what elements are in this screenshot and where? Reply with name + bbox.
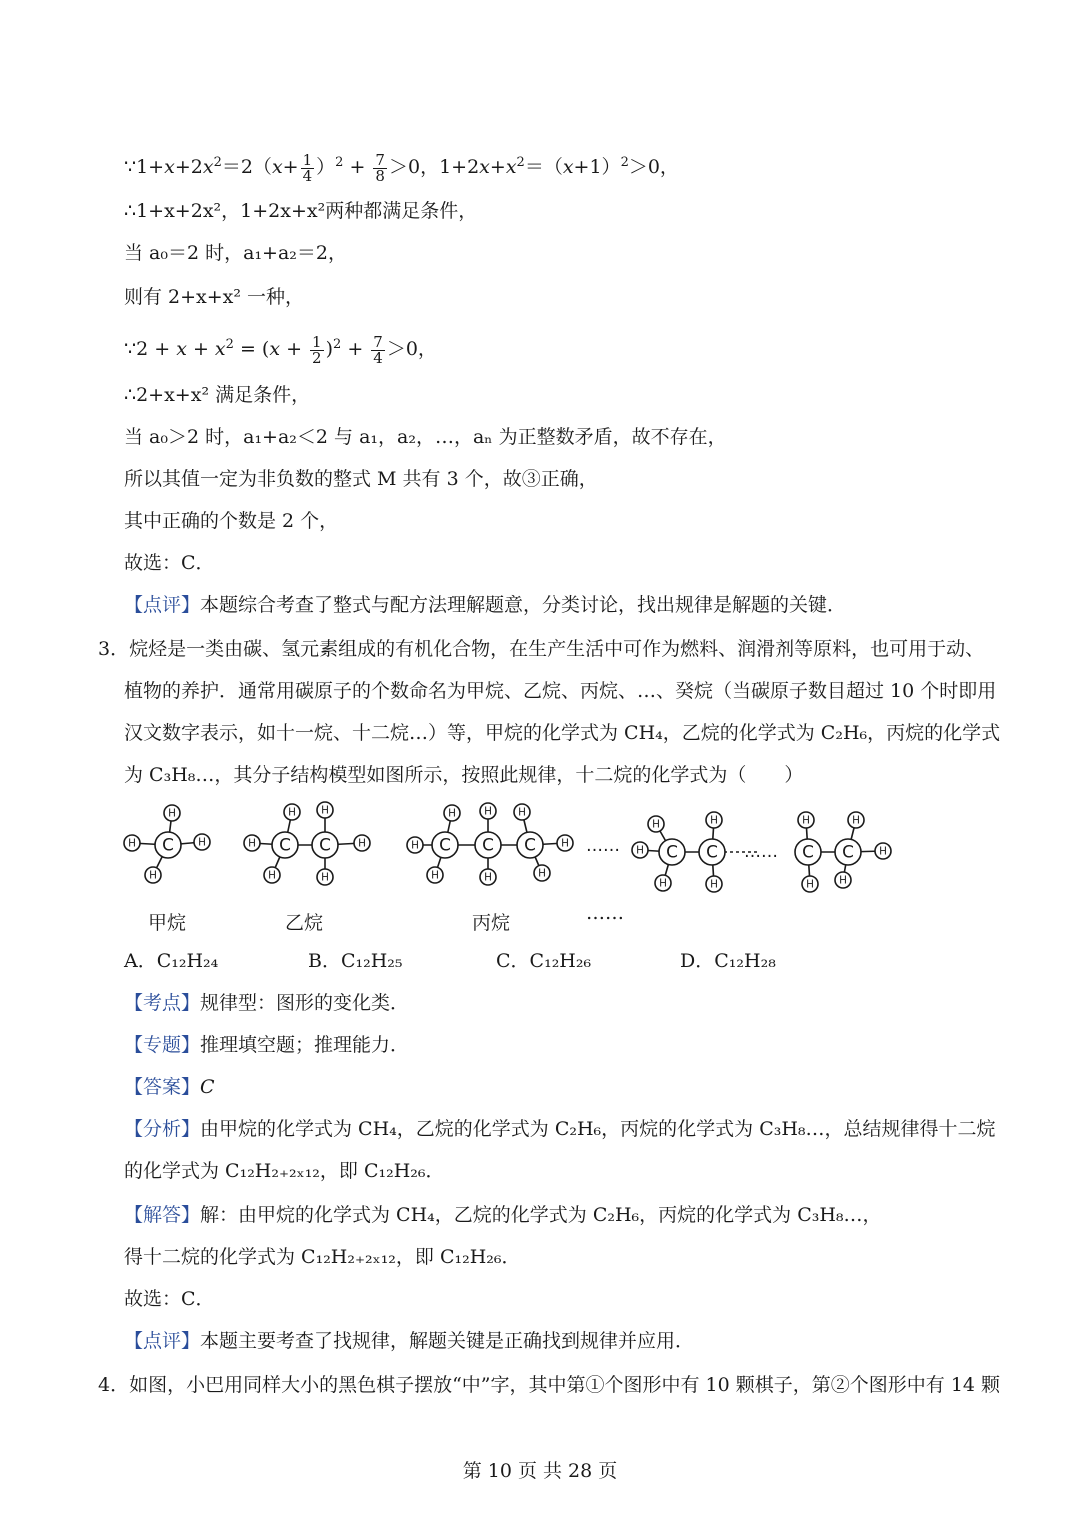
solution-line-8: 所以其值一定为非负数的整式 M 共有 3 个，故③正确， <box>124 468 598 490</box>
option-c: C．C₁₂H₂₆ <box>496 950 592 972</box>
kaodian-line: 【考点】规律型：图形的变化类． <box>124 992 410 1014</box>
svg-text:H: H <box>710 878 718 891</box>
chain-dots-left <box>586 836 620 856</box>
hydrogen-atom <box>244 835 260 851</box>
carbon-atom <box>155 832 181 858</box>
svg-text:C: C <box>162 834 174 855</box>
fraction-seven-quarters: $\frac{7}{4}$ <box>373 332 383 367</box>
svg-text:C: C <box>666 841 678 862</box>
hydrogen-atom <box>514 804 530 820</box>
hydrogen-atom <box>124 835 140 851</box>
fraction-one-half: $\frac{1}{2}$ <box>312 332 322 367</box>
hydrogen-atom <box>632 842 648 858</box>
hydrogen-atom <box>194 834 210 850</box>
hydrogen-atom <box>164 805 180 821</box>
hydrogen-atom <box>427 867 443 883</box>
svg-text:H: H <box>710 814 718 827</box>
svg-text:H: H <box>268 869 276 882</box>
svg-text:H: H <box>149 869 157 882</box>
carbon-atom <box>432 832 458 858</box>
q3-line-4: 为 C₃H₈…，其分子结构模型如图所示，按照此规律，十二烷的化学式为（ ） <box>124 764 804 786</box>
hydrogen-atom <box>354 835 370 851</box>
svg-text:H: H <box>802 814 810 827</box>
svg-text:H: H <box>358 837 366 850</box>
carbon-atom <box>795 839 821 865</box>
option-a: A．C₁₂H₂₄ <box>124 950 219 972</box>
label-ethane: 乙烷 <box>285 912 324 934</box>
q3-line-2: 植物的养护．通常用碳原子的个数命名为甲烷、乙烷、丙烷、…、癸烷（当碳原子数目超过 10 个时即用 <box>124 680 997 702</box>
solution-q3-line-3: 故选：C． <box>124 1288 215 1310</box>
svg-text:……: …… <box>744 842 778 862</box>
comment-tag: 【点评】 <box>124 594 201 616</box>
q3-line-3: 汉文数字表示，如十一烷、十二烷…）等，甲烷的化学式为 CH₄，乙烷的化学式为 C₂H₆，丙烷的化学式 <box>124 722 1001 744</box>
hydrogen-atom <box>706 812 722 828</box>
analysis-line-1: 【分析】由甲烷的化学式为 CH₄，乙烷的化学式为 C₂H₆，丙烷的化学式为 C₃H₈…，总结规律得十二烷 <box>124 1118 996 1140</box>
comment-q3-line: 【点评】本题主要考查了找规律，解题关键是正确找到规律并应用． <box>124 1330 695 1352</box>
carbon-atom <box>659 839 685 865</box>
carbon-atom <box>835 839 861 865</box>
label-propane: 丙烷 <box>472 912 511 934</box>
hydrogen-atom <box>264 867 280 883</box>
svg-text:H: H <box>561 837 569 850</box>
carbon-atom <box>312 832 338 858</box>
svg-text:C: C <box>279 834 291 855</box>
label-ellipsis: …… <box>586 902 624 924</box>
solution-q3-line-1: 【解答】解：由甲烷的化学式为 CH₄，乙烷的化学式为 C₂H₆，丙烷的化学式为 C₃H₈…， <box>124 1204 882 1226</box>
hydrogen-atom <box>317 869 333 885</box>
hydrogen-atom <box>317 802 333 818</box>
svg-text:H: H <box>652 818 660 831</box>
carbon-atom <box>517 832 543 858</box>
solution-line-6: ∴2+x+x² 满足条件， <box>124 384 311 406</box>
svg-text:C: C <box>842 841 854 862</box>
solution-line-2: ∴1+x+2x²，1+2x+x²两种都满足条件， <box>124 200 478 222</box>
svg-text:C: C <box>482 834 494 855</box>
svg-text:H: H <box>321 804 329 817</box>
svg-text:H: H <box>538 867 546 880</box>
carbon-atom <box>272 832 298 858</box>
hydrogen-atom <box>798 812 814 828</box>
svg-text:H: H <box>636 844 644 857</box>
svg-text:H: H <box>518 806 526 819</box>
solution-line-3: 当 a₀＝2 时，a₁+a₂＝2， <box>124 242 348 264</box>
svg-text:C: C <box>802 841 814 862</box>
solution-line-7: 当 a₀＞2 时，a₁+a₂＜2 与 a₁，a₂，…，aₙ 为正整数矛盾，故不存在， <box>124 426 727 448</box>
svg-text:H: H <box>852 814 860 827</box>
svg-text:H: H <box>879 845 887 858</box>
hydrogen-atom <box>848 812 864 828</box>
svg-text:H: H <box>198 836 206 849</box>
svg-text:H: H <box>128 837 136 850</box>
svg-text:H: H <box>484 805 492 818</box>
molecule-diagram <box>0 795 1080 905</box>
svg-text:……: …… <box>586 836 620 856</box>
fraction-seven-eighths: $\frac{7}{8}$ <box>375 150 385 185</box>
solution-q3-line-2: 得十二烷的化学式为 C₁₂H₂₊₂ₓ₁₂，即 C₁₂H₂₆． <box>124 1246 521 1268</box>
label-methane: 甲烷 <box>148 912 187 934</box>
chain-dots-middle <box>744 842 778 862</box>
svg-text:H: H <box>659 877 667 890</box>
hydrogen-atom <box>557 835 573 851</box>
svg-text:H: H <box>484 871 492 884</box>
carbon-atom <box>475 832 501 858</box>
hydrogen-atom <box>407 837 423 853</box>
svg-text:H: H <box>448 807 456 820</box>
option-d: D．C₁₂H₂₈ <box>680 950 776 972</box>
solution-line-9: 其中正确的个数是 2 个， <box>124 510 339 532</box>
svg-text:H: H <box>248 837 256 850</box>
svg-text:C: C <box>439 834 451 855</box>
hydrogen-atom <box>835 872 851 888</box>
hydrogen-atom <box>145 867 161 883</box>
hydrogen-atom <box>444 805 460 821</box>
svg-text:H: H <box>806 878 814 891</box>
fraction-one-quarter: $\frac{1}{4}$ <box>302 150 313 185</box>
svg-text:C: C <box>524 834 536 855</box>
zhuanti-line: 【专题】推理填空题；推理能力． <box>124 1034 410 1056</box>
svg-text:C: C <box>706 841 718 862</box>
comment-line: 【点评】本题综合考查了整式与配方法理解题意，分类讨论，找出规律是解题的关键． <box>124 594 847 616</box>
svg-text:H: H <box>288 806 296 819</box>
hydrogen-atom <box>480 803 496 819</box>
solution-line-10: 故选：C． <box>124 552 215 574</box>
hydrogen-atom <box>655 875 671 891</box>
svg-text:H: H <box>839 874 847 887</box>
answer-line: 【答案】C <box>124 1076 215 1098</box>
hydrogen-atom <box>284 804 300 820</box>
option-b: B．C₁₂H₂₅ <box>308 950 403 972</box>
svg-text:H: H <box>411 839 419 852</box>
svg-text:H: H <box>321 871 329 884</box>
solution-line-1: $\because 1+x+2x^2=2(x+$ $\frac{1}{4}$ ）$^2$ + $\frac{7}{8}$ ＞0，$1+2x+x^2=(x+1)^2>0$， <box>124 150 679 185</box>
solution-line-5: ∵2 + $x + x^2 = (x$ + $\frac{1}{2}$ )$^2$ + $\frac{7}{4}$ ＞0， <box>124 332 437 367</box>
hydrogen-atom <box>480 869 496 885</box>
solution-line-4: 则有 2+x+x² 一种， <box>124 286 305 308</box>
hydrogen-atom <box>802 876 818 892</box>
svg-text:H: H <box>168 807 176 820</box>
hydrogen-atom <box>648 816 664 832</box>
hydrogen-atom <box>706 876 722 892</box>
carbon-atom <box>699 839 725 865</box>
q4-line-1: 4．如图，小巴用同样大小的黑色棋子摆放“中”字，其中第①个图形中有 10 颗棋子，第②个图形中有 14 颗 <box>98 1374 1001 1396</box>
svg-text:C: C <box>319 834 331 855</box>
svg-text:H: H <box>431 869 439 882</box>
page-footer: 第 10 页 共 28 页 <box>462 1460 618 1482</box>
hydrogen-atom <box>534 865 550 881</box>
analysis-line-2: 的化学式为 C₁₂H₂₊₂ₓ₁₂，即 C₁₂H₂₆． <box>124 1160 445 1182</box>
hydrogen-atom <box>875 843 891 859</box>
q3-line-1: 3．烷烃是一类由碳、氢元素组成的有机化合物，在生产生活中可作为燃料、润滑剂等原料，也可用于动、 <box>98 638 985 660</box>
